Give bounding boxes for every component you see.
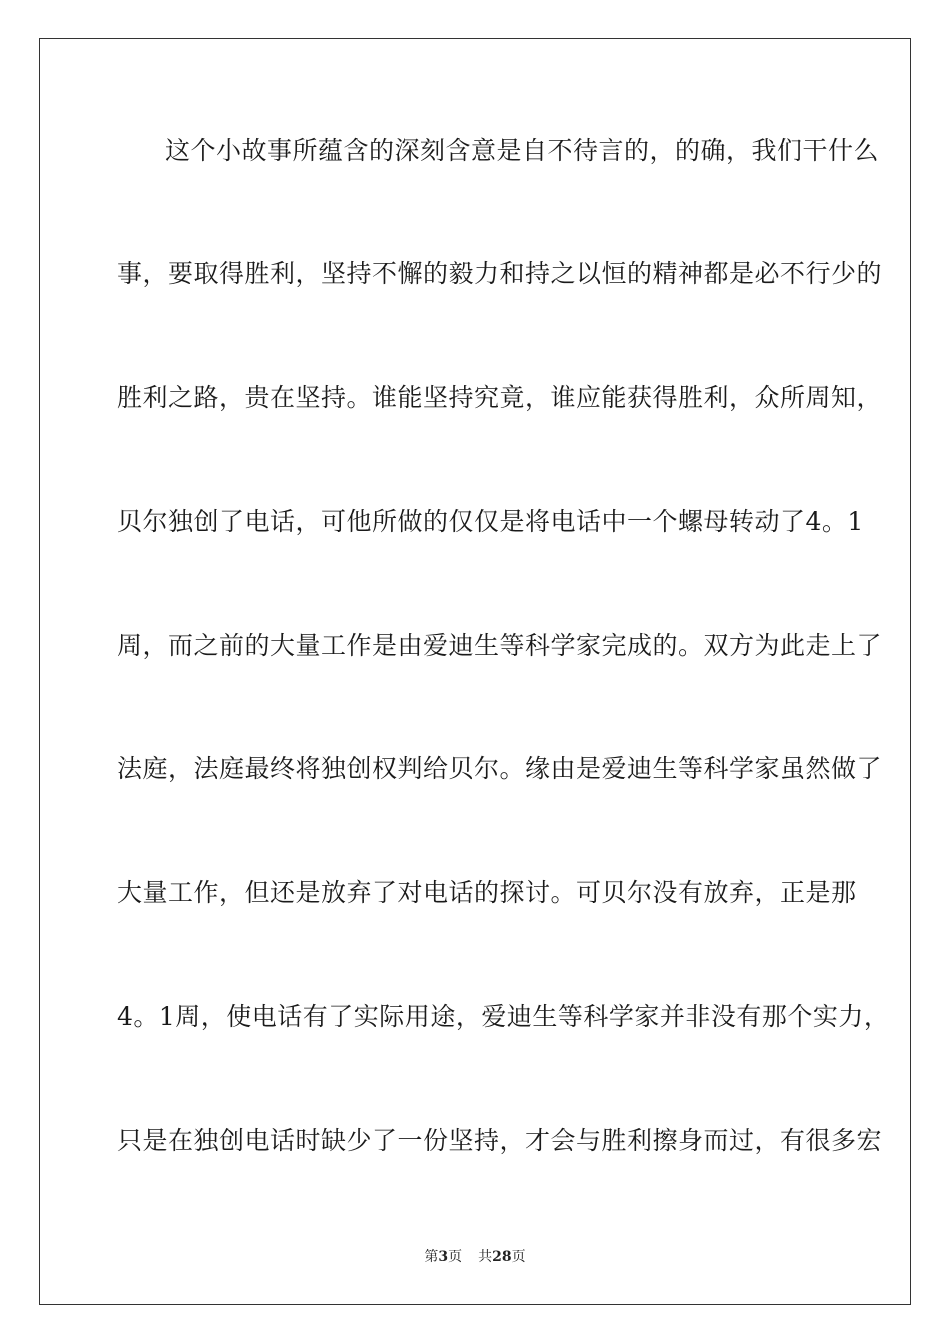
text-line-2: 事，要取得胜利，坚持不懈的毅力和持之以恒的精神都是必不行少的 bbox=[117, 259, 883, 288]
page-number: 3 bbox=[438, 1249, 449, 1265]
page-frame bbox=[39, 38, 911, 1305]
text-line-7: 大量工作，但还是放弃了对电话的探讨。可贝尔没有放弃，正是那 bbox=[117, 878, 857, 907]
total-suffix: 页 bbox=[511, 1249, 526, 1265]
text-line-4: 贝尔独创了电话，可他所做的仅仅是将电话中一个螺母转动了4。1 bbox=[117, 507, 864, 536]
page-footer bbox=[0, 1246, 950, 1266]
page-suffix: 页 bbox=[448, 1249, 463, 1265]
page-prefix: 第 bbox=[424, 1249, 439, 1265]
total-prefix: 共 bbox=[478, 1249, 493, 1265]
text-line-6: 法庭，法庭最终将独创权判给贝尔。缘由是爱迪生等科学家虽然做了 bbox=[117, 754, 883, 783]
text-line-5: 周，而之前的大量工作是由爱迪生等科学家完成的。双方为此走上了 bbox=[117, 631, 883, 660]
total-pages: 28 bbox=[492, 1249, 512, 1265]
text-line-3: 胜利之路，贵在坚持。谁能坚持究竟，谁应能获得胜利，众所周知， bbox=[117, 383, 883, 412]
text-line-1: 这个小故事所蕴含的深刻含意是自不待言的，的确，我们干什么 bbox=[165, 136, 880, 165]
text-line-8: 4。1周，使电话有了实际用途，爱迪生等科学家并非没有那个实力， bbox=[117, 1002, 890, 1031]
text-line-9: 只是在独创电话时缺少了一份坚持，才会与胜利擦身而过，有很多宏 bbox=[117, 1126, 883, 1155]
